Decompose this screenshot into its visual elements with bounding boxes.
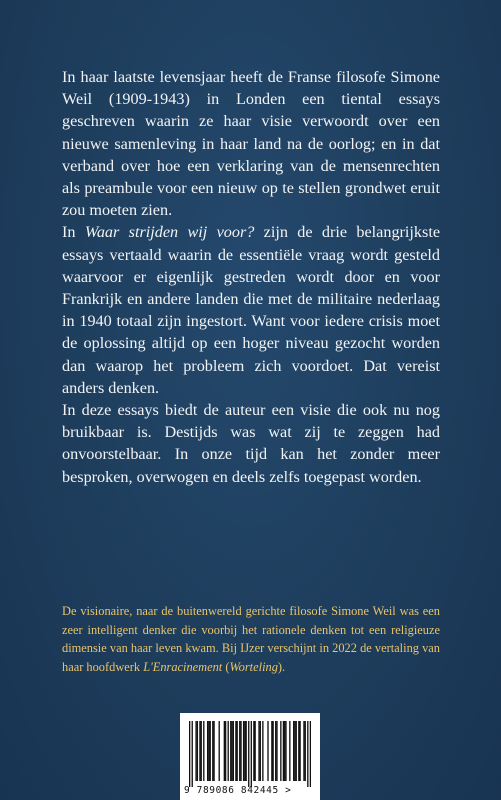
barcode-bar [237,721,238,781]
barcode-bar [310,721,311,787]
barcode-bar [284,721,285,781]
barcode-bar [254,721,255,781]
barcode-bar [195,721,196,781]
barcode-bar [283,721,284,781]
barcode-bar [260,721,261,781]
barcode-bar [233,721,234,781]
barcode-bar [276,721,277,781]
barcode-bar [203,721,204,781]
barcode-bar [253,721,254,781]
barcode-bar [280,721,281,781]
barcode-bar [305,721,306,781]
barcode-bar [210,721,211,781]
author-bio-text: De visionaire, naar de buitenwereld gerichte filosofe Simone Weil was een zeer intelligent denker die voorbij het rationele denken tot een religieuze dimensie van haar leven kwam. Bij IJzer verschijnt in 2022 de vertaling van haar hoofdwerk [62,604,440,674]
blurb-text [62,66,440,488]
barcode-bar [293,721,294,781]
barcode-bar [289,721,290,781]
paren-open: ( [222,659,230,674]
barcode-bar [231,721,232,781]
barcode-bar [296,721,297,781]
blurb-paragraph-3: In deze essays biedt de auteur een visie die ook nu nog bruikbaar is. Destijds was wat zij te zeggen had onvoorstelbaar. In onze tijd kan het zonder meer besproken, overwogen en deels zelfs toegepast worden. [62,401,440,486]
book-title: Waar strijden wij voor? [84,223,255,242]
barcode-bar [213,721,214,781]
barcode-bar [285,721,286,781]
barcode-bar [192,721,193,787]
barcode-bar [243,721,244,781]
major-work-title: L'Enracinement [143,659,223,674]
major-work-translation: Worteling [229,659,278,674]
barcode-bar [251,721,252,787]
barcode-bar [262,721,263,781]
barcode-bar [271,721,272,781]
blurb-paragraph-1: In haar laatste levensjaar heeft de Franse filosofe Simone Weil (1909-1943) in Londen een tiental essays geschreven waarin ze haar visie verwoordt over een nieuwe samenleving in haar land na de oorlog; en in dat verband over hoe een verklaring van de mensenrechten als preambule voor een nieuw op te stellen grondwet eruit zou moeten zien. [62,68,440,220]
barcode-bar [303,721,304,781]
barcode-bar [224,721,225,781]
barcode-bars [189,721,311,787]
barcode-bar [299,721,300,781]
barcode-bar [239,721,240,781]
barcode-bar [230,721,231,781]
barcode-bar [197,721,198,781]
barcode-bar [228,721,229,781]
author-bio [62,602,440,676]
author-bio-paragraph [62,602,440,676]
barcode-digits: 9 789086 842445 > [184,785,292,796]
barcode-bar [201,721,202,781]
barcode-bar [240,721,241,781]
barcode-bar [189,721,190,787]
blurb-paragraph-2 [62,221,440,399]
barcode-bar [235,721,236,781]
blurb-paragraph-2-prefix: In [62,223,85,242]
barcode-bar [244,721,245,781]
paren-close: ). [277,659,286,674]
barcode-bar [208,721,209,781]
barcode-bar [246,721,247,781]
isbn-barcode [180,713,320,800]
barcode-bar [248,721,249,787]
barcode-bar [298,721,299,781]
barcode-bar [267,721,268,781]
barcode-bar [207,721,208,781]
barcode-bar [212,721,213,781]
barcode-bar [219,721,220,781]
barcode-bar [272,721,273,781]
barcode-bar [225,721,226,781]
barcode-bar [307,721,308,787]
barcode-bar [199,721,200,781]
barcode-bar [294,721,295,781]
blurb-paragraph-2-rest: zijn de drie belangrijkste essays vertaald waarin de essentiële vraag wordt gesteld waarvoor er eigenlijk gestreden wordt door en voor Frankrijk en andere landen die met de militaire nederlaag in 1940 totaal zijn ingestort. Want voor iedere crisis moet de oplossing altijd op een hoger niveau gezocht worden dan waarop het probleem zich voordoet. Dat vereist anders denken. [62,223,441,397]
barcode-bar [275,721,276,781]
barcode-bar [258,721,259,781]
